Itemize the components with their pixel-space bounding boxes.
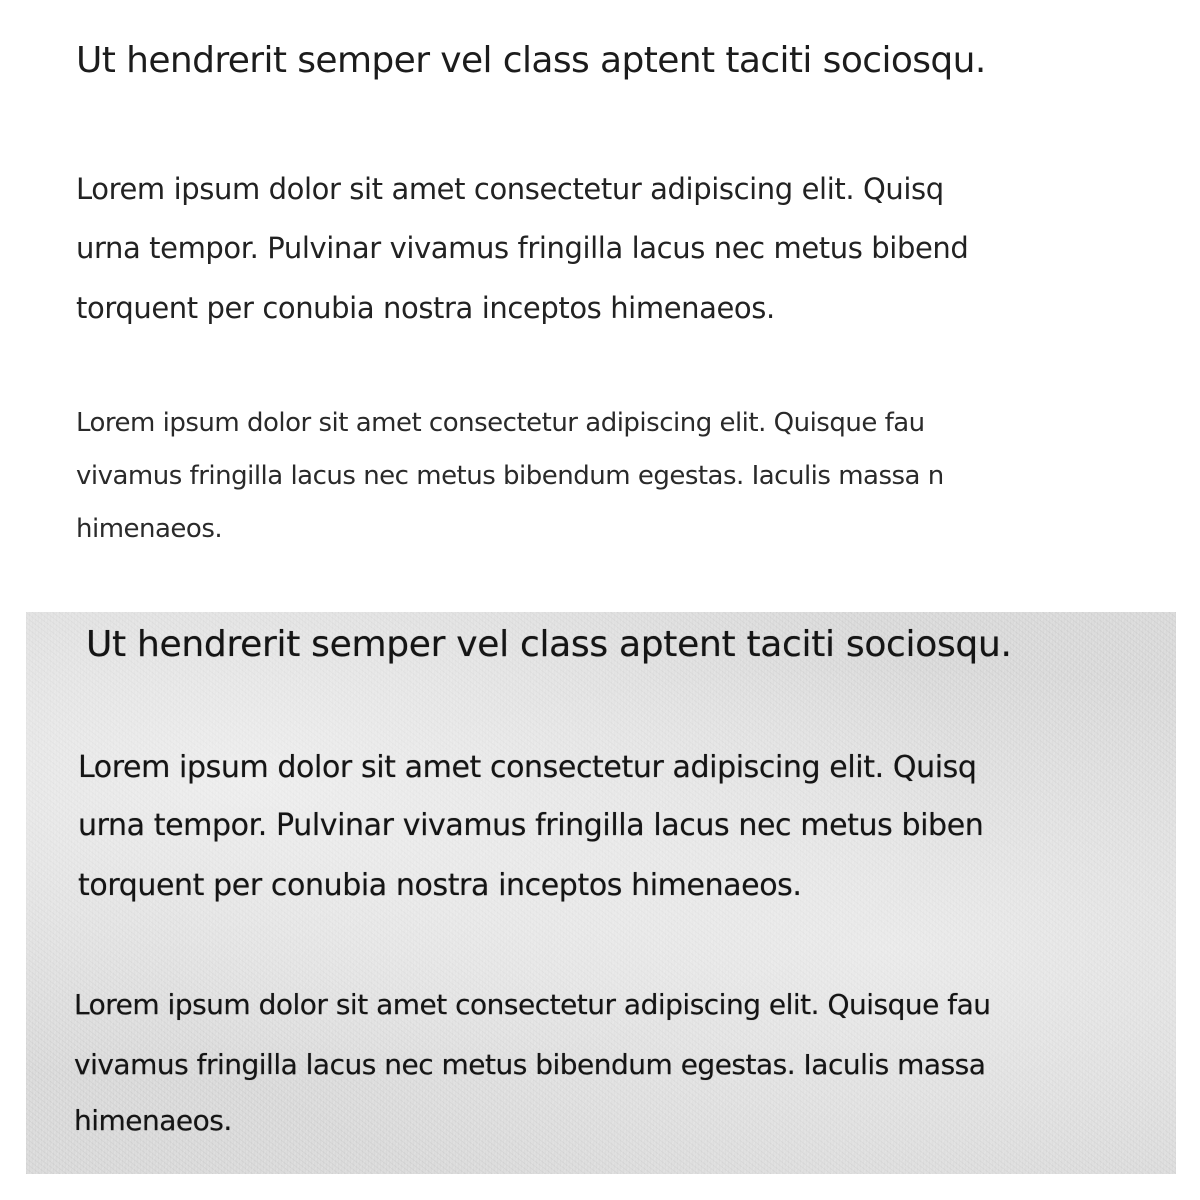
bottom-paragraph1-line1: Lorem ipsum dolor sit amet consectetur adipiscing elit. Quisq: [78, 750, 977, 785]
top-paragraph2-line2: vivamus fringilla lacus nec metus bibendum egestas. Iaculis massa n: [76, 461, 944, 491]
top-paragraph2-line1: Lorem ipsum dolor sit amet consectetur adipiscing elit. Quisque fau: [76, 408, 925, 438]
bottom-paragraph2-line1: Lorem ipsum dolor sit amet consectetur adipiscing elit. Quisque fau: [74, 988, 991, 1021]
printed-photo-panel: [26, 612, 1176, 1174]
screen-render-panel: [0, 0, 1176, 600]
bottom-paragraph2-line3: himenaeos.: [74, 1104, 232, 1137]
top-heading: Ut hendrerit semper vel class aptent taciti sociosqu.: [76, 40, 986, 81]
bottom-paragraph1-line2: urna tempor. Pulvinar vivamus fringilla lacus nec metus biben: [78, 808, 984, 843]
top-paragraph1-line3: torquent per conubia nostra inceptos himenaeos.: [76, 291, 775, 325]
top-paragraph1-line1: Lorem ipsum dolor sit amet consectetur adipiscing elit. Quisq: [76, 172, 944, 206]
top-paragraph2-line3: himenaeos.: [76, 514, 223, 544]
top-paragraph1-line2: urna tempor. Pulvinar vivamus fringilla lacus nec metus bibend: [76, 231, 969, 265]
bottom-heading: Ut hendrerit semper vel class aptent taciti sociosqu.: [86, 624, 1012, 665]
bottom-paragraph2-line2: vivamus fringilla lacus nec metus bibendum egestas. Iaculis massa: [74, 1048, 986, 1081]
bottom-paragraph1-line3: torquent per conubia nostra inceptos himenaeos.: [78, 868, 802, 903]
